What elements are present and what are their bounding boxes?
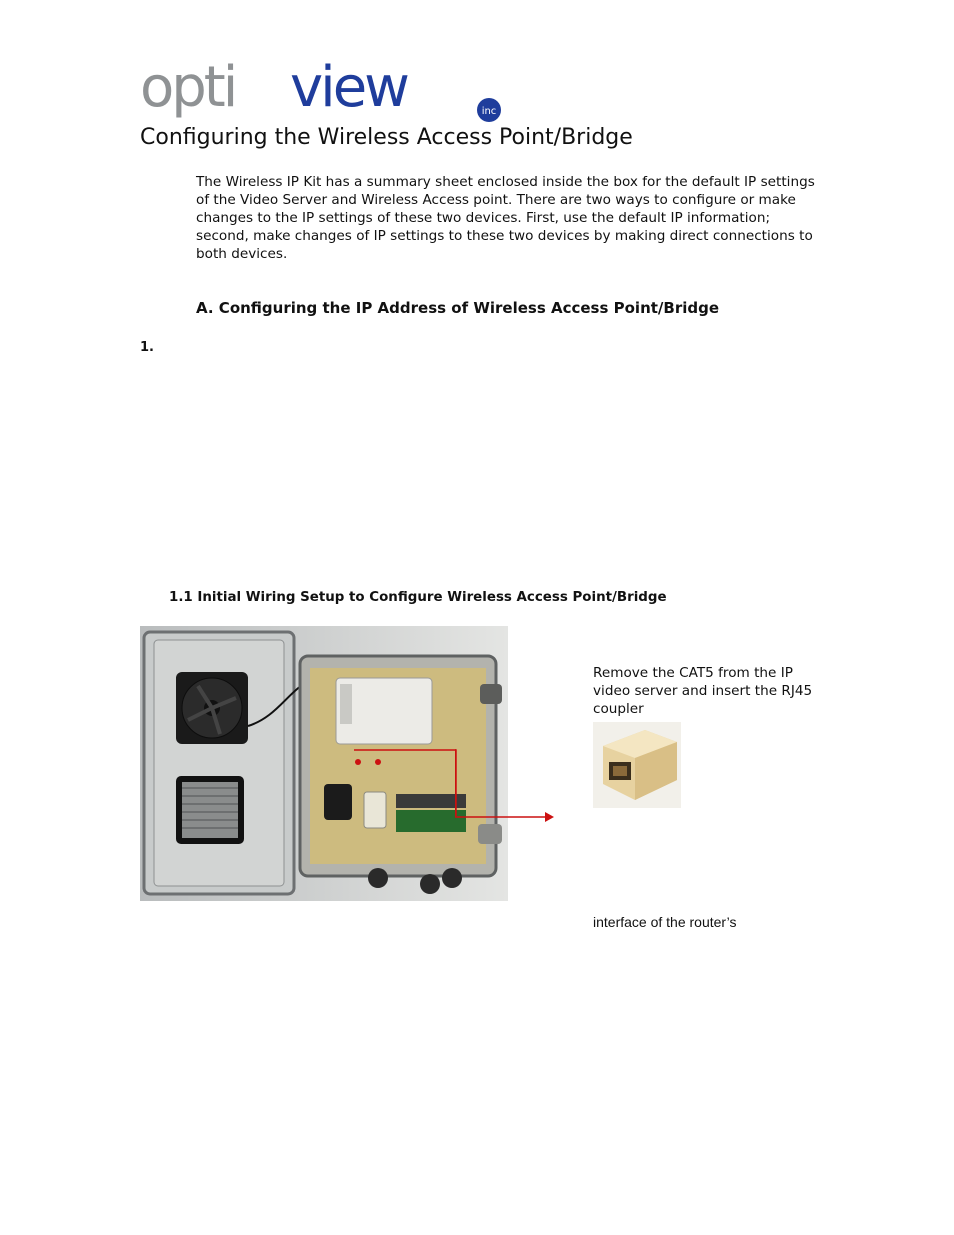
- fan-icon: [176, 672, 248, 744]
- enclosure-photo: [140, 626, 508, 901]
- vent-filter-icon: [176, 776, 244, 844]
- logo-wordmark-gray: opti: [140, 62, 236, 120]
- intro-paragraph: The Wireless IP Kit has a summary sheet enclosed inside the box for the default IP settings of the Video Server and Wireless Access point. There are two ways to configure or make changes to the IP settings of these two devices. First, use the default IP information; second, make changes of IP settings to these two devices by making direct connections to both devices.: [196, 174, 815, 262]
- logo-wordmark-blue: view: [290, 62, 407, 120]
- page-title: Configuring the Wireless Access Point/Bridge: [140, 125, 633, 150]
- step-number: 1.: [140, 340, 154, 355]
- router-interface-text: interface of the router’s: [593, 914, 737, 930]
- pointer-arrow-icon: [455, 745, 555, 825]
- coupler-instruction: Remove the CAT5 from the IP video server and insert the RJ45 coupler: [593, 665, 813, 717]
- rj45-coupler-icon: [593, 722, 681, 808]
- section-a-heading: A. Configuring the IP Address of Wireless Access Point/Bridge: [196, 299, 720, 317]
- logo-badge-text: inc: [481, 106, 497, 117]
- optiview-logo: [140, 62, 510, 124]
- subsection-heading: 1.1 Initial Wiring Setup to Configure Wireless Access Point/Bridge: [169, 590, 667, 605]
